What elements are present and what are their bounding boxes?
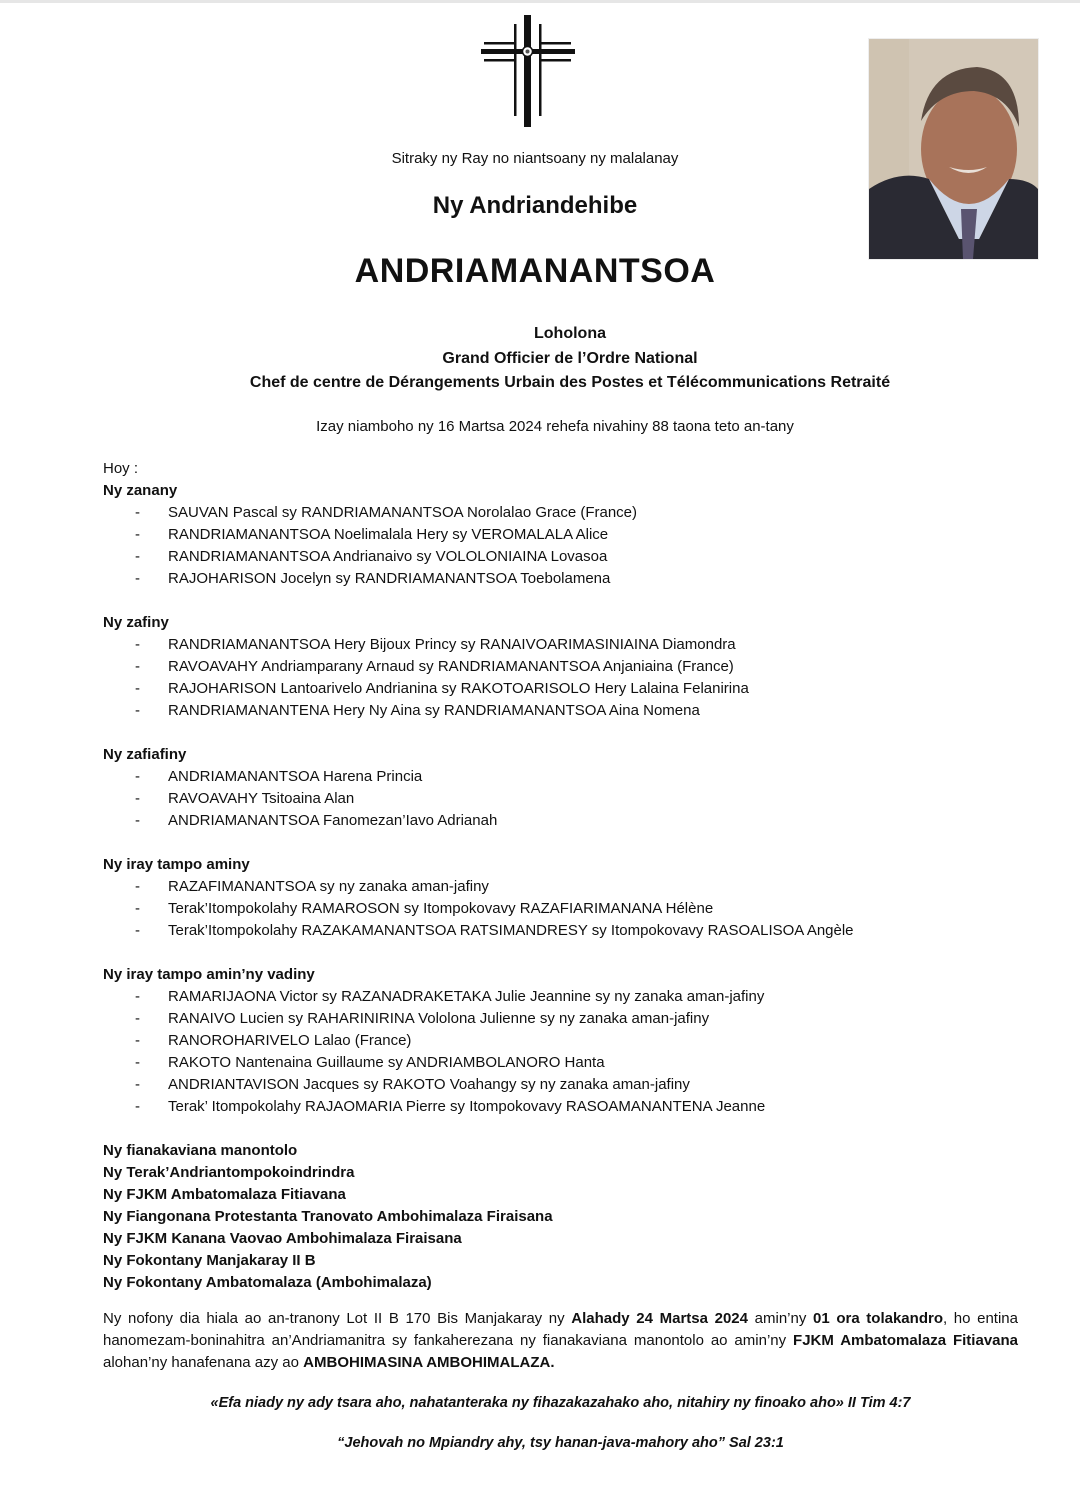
list-item: - RAVOAVAHY Tsitoaina Alan: [103, 788, 1018, 810]
section-title: Ny zanany: [103, 482, 178, 499]
list-item: - RANDRIAMANANTSOA Andrianaivo sy VOLOLONIAINA Lovasoa: [103, 546, 1018, 568]
titles-block: [30, 322, 1080, 396]
notice-text: alohan’ny hanafenana azy ao: [103, 1354, 304, 1371]
list-item: - RAJOHARISON Lantoarivelo Andrianina sy RAKOTOARISOLO Hery Lalaina Felanirina: [103, 678, 1018, 700]
organization-item: Ny FJKM Ambatomalaza Fitiavana: [103, 1186, 346, 1203]
title-line: Chef de centre de Dérangements Urbain des Postes et Télécommunications Retraité: [249, 374, 891, 391]
list-item: - RANDRIAMANANTSOA Noelimalala Hery sy VEROMALALA Alice: [103, 524, 1018, 546]
section-children: [103, 480, 1018, 590]
portrait-photo: [868, 38, 1039, 260]
title-line: Loholona: [534, 325, 606, 342]
organization-item: Ny Fokontany Manjakaray II B: [103, 1252, 316, 1269]
bible-quote: «Efa niady ny ady tsara aho, nahatanteraka ny fihazakazahako aho, nitahiry ny finoako aho» II Tim 4:7: [210, 1395, 911, 1411]
organization-item: Ny Terak’Andriantompokoindrindra: [103, 1164, 355, 1181]
list-item: - RAMARIJAONA Victor sy RAZANADRAKETAKA Julie Jeannine sy ny zanaka aman-jafiny: [103, 986, 1018, 1008]
section-spouse-siblings: [103, 964, 1018, 1118]
burial-place: AMBOHIMASINA AMBOHIMALAZA.: [303, 1354, 555, 1371]
funeral-notice: [103, 1308, 1018, 1374]
list-item: - RANDRIAMANANTENA Hery Ny Aina sy RANDRIAMANANTSOA Aina Nomena: [103, 700, 1018, 722]
list-item: - Terak’Itompokolahy RAZAKAMANANTSOA RATSIMANDRESY sy Itompokovavy RASOALISOA Angèle: [103, 920, 1018, 942]
list-item: - RAJOHARISON Jocelyn sy RANDRIAMANANTSOA Toebolamena: [103, 568, 1018, 590]
organizations-list: [103, 1140, 1018, 1294]
list-item: - ANDRIAMANANTSOA Fanomezan’Iavo Adrianah: [103, 810, 1018, 832]
list-item: - Terak’ Itompokolahy RAJAOMARIA Pierre sy Itompokovavy RASOAMANANTENA Jeanne: [103, 1096, 1018, 1118]
section-grandchildren: [103, 612, 1018, 722]
list-item: - ANDRIAMANANTSOA Harena Princia: [103, 766, 1018, 788]
list-item: - Terak’Itompokolahy RAMAROSON sy Itompokovavy RAZAFIARIMANANA Hélène: [103, 898, 1018, 920]
cross-icon: [478, 12, 578, 128]
list-item: - ANDRIANTAVISON Jacques sy RAKOTO Voahangy sy ny zanaka aman-jafiny: [103, 1074, 1018, 1096]
notice-text: Ny nofony dia hiala ao an-tranony Lot II B 170 Bis Manjakaray ny: [103, 1310, 572, 1327]
organization-item: Ny fianakaviana manontolo: [103, 1142, 298, 1159]
notice-text: , ho entina hanomezam-boninahitra an’Andriamanitra sy fankaherezana ny fianakaviana manontolo ao amin’ny: [103, 1310, 1018, 1349]
list-item: - RANDRIAMANANTSOA Hery Bijoux Princy sy RANAIVOARIMASINIAINA Diamondra: [103, 634, 1018, 656]
list-item: - RANOROHARIVELO Lalao (France): [103, 1030, 1018, 1052]
section-title: Ny iray tampo aminy: [103, 856, 250, 873]
section-title: Ny zafiafiny: [103, 746, 187, 763]
section-great-grandchildren: [103, 744, 1018, 832]
organization-item: Ny FJKM Kanana Vaovao Ambohimalaza Firaisana: [103, 1230, 462, 1247]
bible-quote: “Jehovah no Mpiandry ahy, tsy hanan-java-mahory aho” Sal 23:1: [337, 1435, 784, 1451]
funeral-date: Alahady 24 Martsa 2024: [571, 1310, 748, 1327]
list-item: - RAZAFIMANANTSOA sy ny zanaka aman-jafiny: [103, 876, 1018, 898]
section-title: Ny zafiny: [103, 614, 169, 631]
list-item: - RAVOAVAHY Andriamparany Arnaud sy RANDRIAMANANTSOA Anjaniaina (France): [103, 656, 1018, 678]
list-item: - RAKOTO Nantenaina Guillaume sy ANDRIAMBOLANORO Hanta: [103, 1052, 1018, 1074]
honorific: Ny Andriandehibe: [432, 192, 638, 219]
top-border: [0, 0, 1080, 3]
title-line: Grand Officier de l’Ordre National: [442, 349, 698, 367]
section-title: Ny iray tampo amin’ny vadiny: [103, 966, 315, 983]
portrait-illustration: [869, 39, 1038, 259]
church-name: FJKM Ambatomalaza Fitiavana: [793, 1332, 1019, 1349]
intro-text: Hoy :: [103, 460, 139, 477]
funeral-time: 01 ora tolakandro: [812, 1310, 943, 1327]
deceased-name: ANDRIAMANANTSOA: [354, 252, 716, 290]
death-notice: Izay niamboho ny 16 Martsa 2024 rehefa nivahiny 88 taona teto an-tany: [316, 418, 794, 435]
list-item: - RANAIVO Lucien sy RAHARINIRINA Vololona Julienne sy ny zanaka aman-jafiny: [103, 1008, 1018, 1030]
list-item: - SAUVAN Pascal sy RANDRIAMANANTSOA Norolalao Grace (France): [103, 502, 1018, 524]
organization-item: Ny Fiangonana Protestanta Tranovato Ambohimalaza Firaisana: [103, 1208, 553, 1225]
announcement-body: [103, 458, 1018, 1454]
notice-text: amin’ny: [748, 1310, 813, 1327]
organization-item: Ny Fokontany Ambatomalaza (Ambohimalaza): [103, 1274, 432, 1291]
section-siblings: [103, 854, 1018, 942]
subtitle-text: Sitraky ny Ray no niantsoany ny malalanay: [391, 150, 679, 167]
